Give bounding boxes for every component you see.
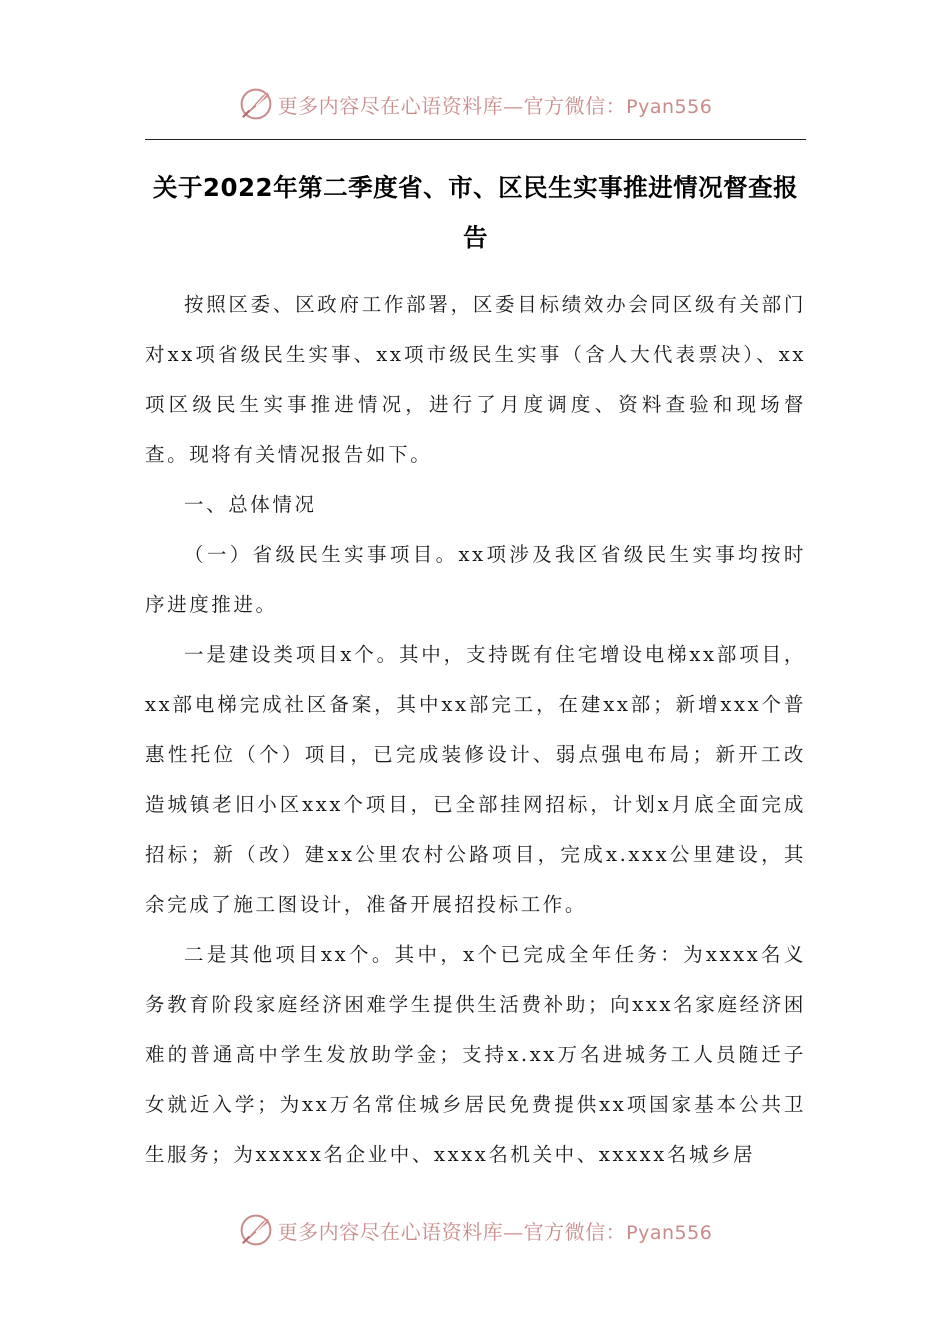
document-title: 关于2022年第二季度省、市、区民生实事推进情况督查报告 — [152, 173, 799, 252]
paragraph-other-projects: 二是其他项目xx个。其中，x个已完成全年任务：为xxxx名义务教育阶段家庭经济困难学生提供生活费补助；向xxx名家庭经济困难的普通高中学生发放助学金；支持x.xx万名进城务工人员随迁子女就近入学；为xx万名常住城乡居民免费提供xx项国家基本公共卫生服务；为xxxxx名企业中、xxxx名机关中、xxxxx名城乡居 — [145, 943, 806, 1166]
paragraph-construction-projects: 一是建设类项目x个。其中，支持既有住宅增设电梯xx部项目，xx部电梯完成社区备案，其中xx部完工，在建xx部；新增xxx个普惠性托位（个）项目，已完成装修设计、弱点强电布局；新开工改造城镇老旧小区xxx个项目，已全部挂网招标，计划x月底全面完成招标；新（改）建xx公里农村公路项目，完成x.xxx公里建设，其余完成了施工图设计，准备开展招投标工作。 — [145, 643, 806, 916]
quill-seal-icon — [238, 1212, 274, 1248]
banner-site-text: 更多内容尽在心语资料库—官方微信： — [277, 1219, 627, 1244]
subsection-provincial: （一）省级民生实事项目。xx项涉及我区省级民生实事均按时序进度推进。 — [145, 543, 806, 616]
footer-banner — [0, 1208, 950, 1252]
document-body — [145, 280, 806, 1180]
banner-wechat-id: Pyan556 — [626, 95, 713, 118]
banner-text — [278, 1216, 713, 1245]
banner-wechat-id: Pyan556 — [626, 1221, 713, 1244]
paragraph-intro: 按照区委、区政府工作部署，区委目标绩效办会同区级有关部门对xx项省级民生实事、xx项市级民生实事（含人大代表票决）、xx项区级民生实事推进情况，进行了月度调度、资料查验和现场督查。现将有关情况报告如下。 — [145, 293, 806, 466]
banner-site-text: 更多内容尽在心语资料库—官方微信： — [277, 93, 627, 118]
section-heading-overall: 一、总体情况 — [184, 493, 317, 516]
header-banner — [0, 82, 950, 126]
header-divider — [145, 139, 806, 140]
quill-seal-icon — [238, 86, 274, 122]
banner-text — [278, 90, 713, 119]
